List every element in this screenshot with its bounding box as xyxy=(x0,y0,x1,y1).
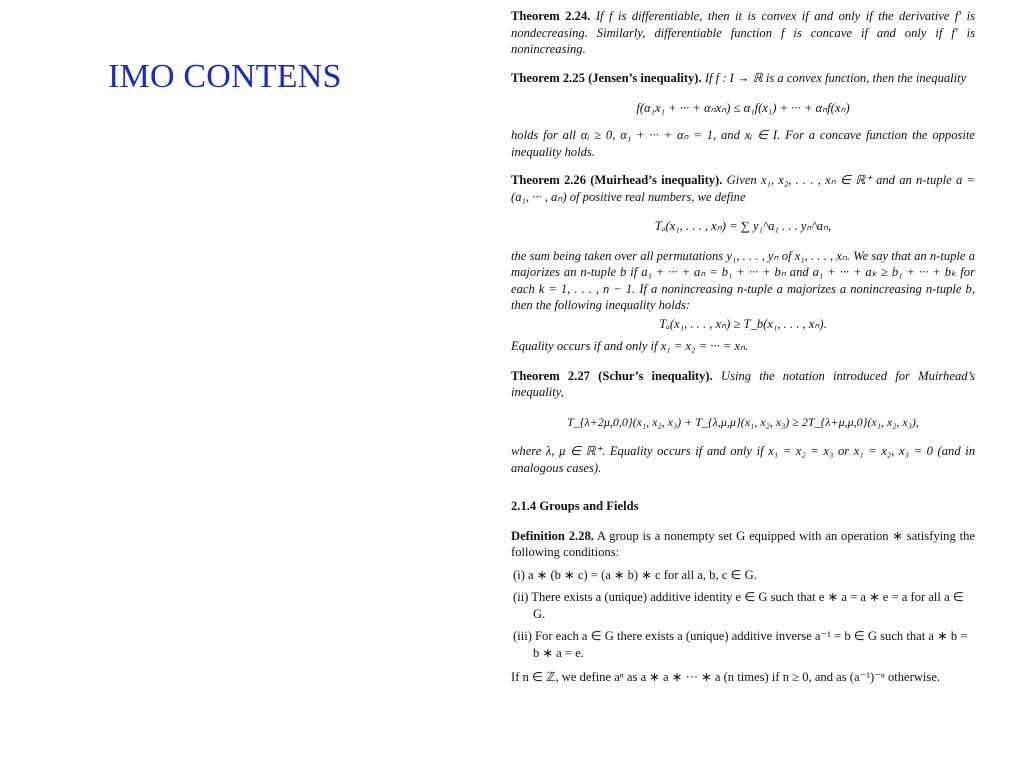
jensen-equation: f(α₁x₁ + ··· + αₙxₙ) ≤ α₁f(x₁) + ··· + αₙf(xₙ) xyxy=(636,100,850,115)
list-item: (i) a ∗ (b ∗ c) = (a ∗ b) ∗ c for all a, b, c ∈ G. xyxy=(513,567,757,582)
muirhead-inequality-equation: Tₐ(x₁, . . . , xₙ) ≥ T_b(x₁, . . . , xₙ). xyxy=(659,316,827,331)
list-item: (iii) For each a ∈ G there exists a (unique) additive inverse a⁻¹ = b ∈ G such that a ∗ b = b ∗ a = e. xyxy=(513,629,968,660)
theorem-text: Equality occurs if and only if x₁ = x₂ = ··· = xₙ. xyxy=(511,339,749,353)
theorem-text: where λ, μ ∈ ℝ⁺. Equality occurs if and only if x₁ = x₂ = x₃ or x₁ = x₂, x₃ = 0 (and in analogous cases). xyxy=(511,444,975,475)
theorem-text: holds for all αᵢ ≥ 0, α₁ + ··· + αₙ = 1, and xᵢ ∈ I. For a concave function the opposite inequality holds. xyxy=(511,128,975,159)
theorem-body: If f is differentiable, then it is convex if and only if the derivative f′ is nondecreasing. Similarly, differentiable function f is concave if and only if f′ is nonincreasing. xyxy=(511,9,975,56)
list-item: (ii) There exists a (unique) additive identity e ∈ G such that e ∗ a = a ∗ e = a for all a ∈ G. xyxy=(513,590,964,621)
theorem-heading: Theorem 2.26 (Muirhead’s inequality). xyxy=(511,173,723,187)
definition-note: If n ∈ ℤ, we define aⁿ as a ∗ a ∗ ··· ∗ a (n times) if n ≥ 0, and as (a⁻¹)⁻ⁿ otherwise. xyxy=(511,670,941,684)
schur-equation: T_{λ+2μ,0,0}(x₁, x₂, x₃) + T_{λ,μ,μ}(x₁, x₂, x₃) ≥ 2T_{λ+μ,μ,0}(x₁, x₂, x₃), xyxy=(567,414,919,429)
theorem-2-25 xyxy=(511,70,975,87)
theorem-text: the sum being taken over all permutations y₁, . . . , yₙ of x₁, . . . , xₙ. We say that an n-tuple a majorizes an n-tuple b if a₁ + ··· + aₙ = b₁ + ··· + bₙ and a₁ + ··· + aₖ ≥ b₁ + ··· + bₖ for each k = 1, . . . , n − 1. If a nonincreasing n-tuple a majorizes a nonincreasing n-tuple b, then the following inequality holds: xyxy=(511,248,975,312)
theorem-body: Given x₁, x₂, . . . , xₙ ∈ ℝ⁺ and an n-tuple a = (a₁, ··· , aₙ) of positive real numbers, we define xyxy=(511,173,975,204)
theorem-2-27 xyxy=(511,368,975,401)
theorem-heading: Theorem 2.25 (Jensen’s inequality). xyxy=(511,71,702,85)
definition-2-28 xyxy=(511,528,975,561)
theorem-heading: Theorem 2.27 (Schur’s inequality). xyxy=(511,368,713,383)
theorem-body: If f : I → ℝ is a convex function, then the inequality xyxy=(704,71,967,85)
muirhead-definition-equation: Tₐ(x₁, . . . , xₙ) = ∑ y₁^a₁ . . . yₙ^aₙ, xyxy=(654,219,832,233)
theorem-2-26 xyxy=(511,172,975,205)
slide-title: IMO CONTENS xyxy=(108,58,342,95)
document-page xyxy=(511,8,975,686)
definition-heading: Definition 2.28. xyxy=(511,528,594,543)
section-heading: 2.1.4 Groups and Fields xyxy=(511,499,639,513)
theorem-2-24 xyxy=(511,8,975,58)
theorem-heading: Theorem 2.24. xyxy=(511,9,591,23)
definition-body: A group is a nonempty set G equipped with an operation ∗ satisfying the following conditions: xyxy=(511,528,975,559)
theorem-body: Using the notation introduced for Muirhead’s inequality, xyxy=(511,368,976,399)
